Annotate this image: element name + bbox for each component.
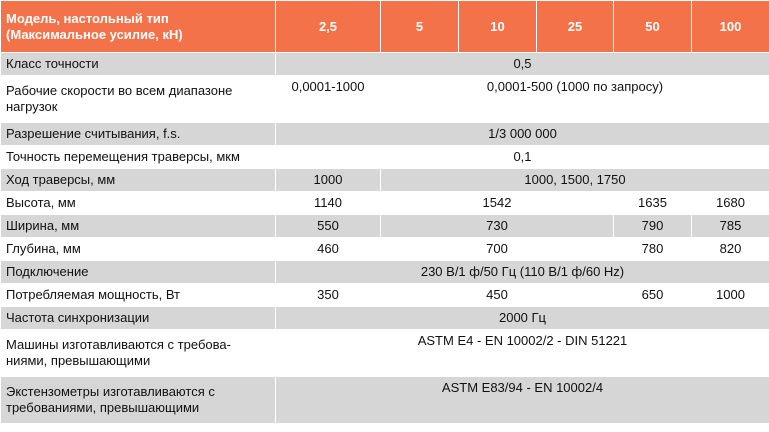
row-value: ASTM E4 - EN 10002/2 - DIN 51221 <box>276 330 769 377</box>
row-value-rest: 0,0001-500 (1000 по запросу) <box>381 76 769 123</box>
row-value: 0,1 <box>276 146 769 169</box>
row-value-50: 780 <box>614 238 692 261</box>
row-crosshead-travel <box>1 169 769 192</box>
row-value-100: 820 <box>692 238 769 261</box>
row-value: ASTM E83/94 - EN 10002/4 <box>276 377 769 424</box>
row-extensometers-standard <box>1 377 769 424</box>
row-value: 230 В/1 ф/50 Гц (110 В/1 ф/60 Hz) <box>276 261 769 284</box>
row-label <box>1 76 276 123</box>
row-crosshead-accuracy <box>1 146 769 169</box>
row-value-2-5: 550 <box>276 215 381 238</box>
model-header-label: Модель, настольный тип <box>6 10 169 26</box>
model-header-100: 100 <box>692 1 769 53</box>
row-label: Частота синхронизации <box>1 307 276 330</box>
row-value: 2000 Гц <box>276 307 769 330</box>
header-row <box>1 1 769 53</box>
model-header-50: 50 <box>614 1 692 53</box>
row-label: Ширина, мм <box>1 215 276 238</box>
row-label-line-2: нагрузок <box>6 99 58 114</box>
row-value: 1/3 000 000 <box>276 123 769 146</box>
row-value-5-25: 450 <box>381 284 614 307</box>
row-label: Класс точности <box>1 53 276 76</box>
row-value-2-5: 1000 <box>276 169 381 192</box>
row-height <box>1 192 769 215</box>
model-header-cell <box>1 1 276 53</box>
row-value-2-5: 0,0001-1000 <box>276 76 381 123</box>
row-label: Ход траверсы, мм <box>1 169 276 192</box>
row-label-line-1: Машины изготавливаются с требова- <box>6 337 231 352</box>
row-value-50: 1635 <box>614 192 692 215</box>
row-label: Высота, мм <box>1 192 276 215</box>
row-depth <box>1 238 769 261</box>
row-label: Глубина, мм <box>1 238 276 261</box>
row-speeds <box>1 76 769 123</box>
row-value-50: 650 <box>614 284 692 307</box>
row-resolution <box>1 123 769 146</box>
row-connection <box>1 261 769 284</box>
row-value-rest: 1000, 1500, 1750 <box>381 169 769 192</box>
row-value-2-5: 1140 <box>276 192 381 215</box>
row-machines-standard <box>1 330 769 377</box>
row-value: 0,5 <box>276 53 769 76</box>
force-header-label: (Максимальное усилие, кН) <box>6 26 183 42</box>
model-header-5: 5 <box>381 1 459 53</box>
row-value-2-5: 350 <box>276 284 381 307</box>
row-label-line-1: Экстензометры изготавливаются с <box>6 384 215 399</box>
row-label-line-1: Рабочие скорости во всем диапазоне <box>6 83 233 98</box>
row-value-5-25: 700 <box>381 238 614 261</box>
row-value-5-25: 1542 <box>381 192 614 215</box>
row-value-2-5: 460 <box>276 238 381 261</box>
row-value-50: 790 <box>614 215 692 238</box>
row-label <box>1 377 276 424</box>
row-label-line-2: требованиями, превышающими <box>6 400 200 415</box>
row-label: Потребляемая мощность, Вт <box>1 284 276 307</box>
row-label: Точность перемещения траверсы, мкм <box>1 146 276 169</box>
row-label: Разрешение считывания, f.s. <box>1 123 276 146</box>
row-sync-frequency <box>1 307 769 330</box>
row-width <box>1 215 769 238</box>
model-header-10: 10 <box>459 1 537 53</box>
row-label-line-2: ниями, превышающими <box>6 353 151 368</box>
row-value-100: 1680 <box>692 192 769 215</box>
row-accuracy-class <box>1 53 769 76</box>
model-header-2-5: 2,5 <box>276 1 381 53</box>
row-value-100: 785 <box>692 215 769 238</box>
row-label <box>1 330 276 377</box>
row-label: Подключение <box>1 261 276 284</box>
row-value-100: 1000 <box>692 284 769 307</box>
row-power <box>1 284 769 307</box>
model-header-25: 25 <box>537 1 614 53</box>
row-value-5-25: 730 <box>381 215 614 238</box>
